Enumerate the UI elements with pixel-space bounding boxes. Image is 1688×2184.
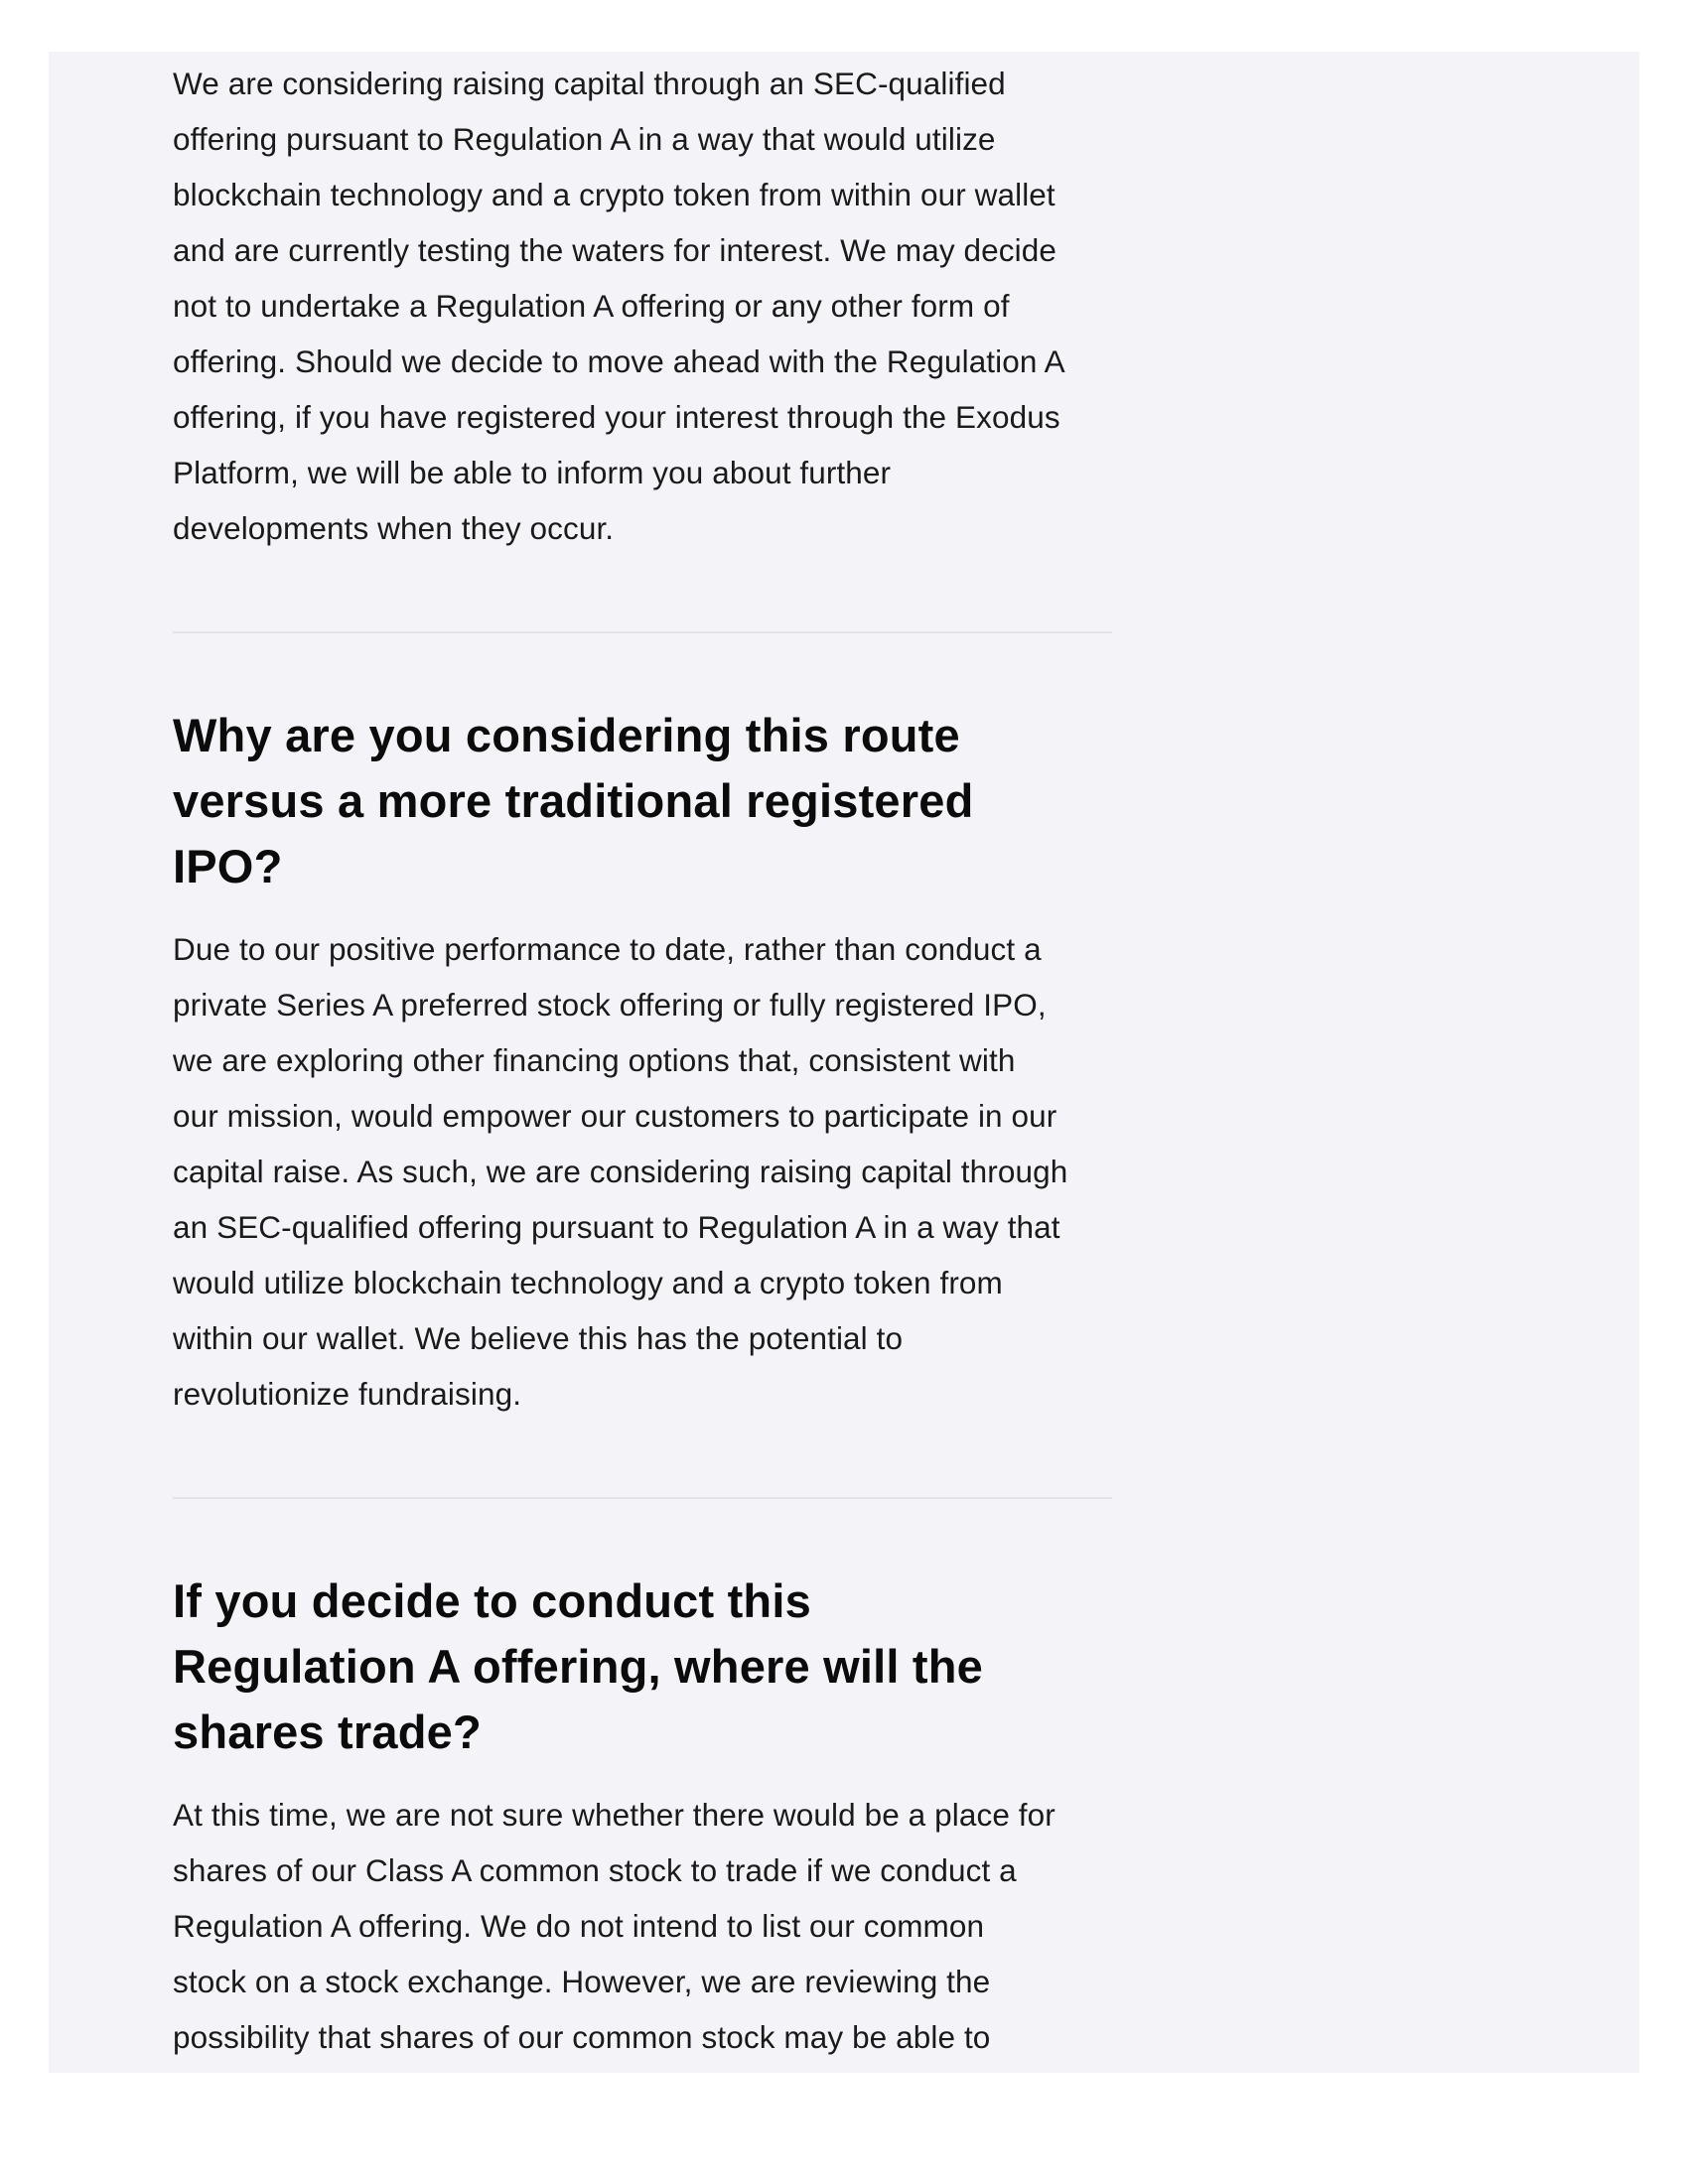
faq-question-heading: If you decide to conduct this Regulation A offering, where will the shares trade? [173,1574,984,1758]
faq-answer-paragraph: Due to our positive performance to date, rather than conduct a private Series A preferred stock offering or fully registered IPO, we are exploring other financing options that, consistent with our mission, would empower our customers to participate in our capital raise. As such, we are considering raising capital through an SEC-qualified offering pursuant to Regulation A in a way that would utilize blockchain technology and a crypto token from within our wallet. We believe this has the potential to revolutionize fundraising. [173,931,1068,1412]
intro-paragraph: We are considering raising capital through an SEC-qualified offering pursuant to Regulation A in a way that would utilize blockchain technology and a crypto token from within our wallet and are currently testing the waters for interest. We may decide not to undertake a Regulation A offering or any other form of offering. Should we decide to move ahead with the Regulation A offering, if you have registered your interest through the Exodus Platform, we will be able to inform you about further developments when they occur. [173,66,1065,546]
faq-answer-paragraph: At this time, we are not sure whether there would be a place for shares of our Class A common stock to trade if we conduct a Regulation A offering. We do not intend to list our common stock on a stock exchange. However, we are reviewing the possibility that shares of our common stock may be able to [173,1797,1055,2055]
page-panel [49,52,1639,2073]
faq-content [173,52,1116,2065]
faq-question-heading: Why are you considering this route versus a more traditional registered IPO? [173,709,974,892]
section-divider [173,631,1112,633]
section-divider [173,1497,1112,1499]
